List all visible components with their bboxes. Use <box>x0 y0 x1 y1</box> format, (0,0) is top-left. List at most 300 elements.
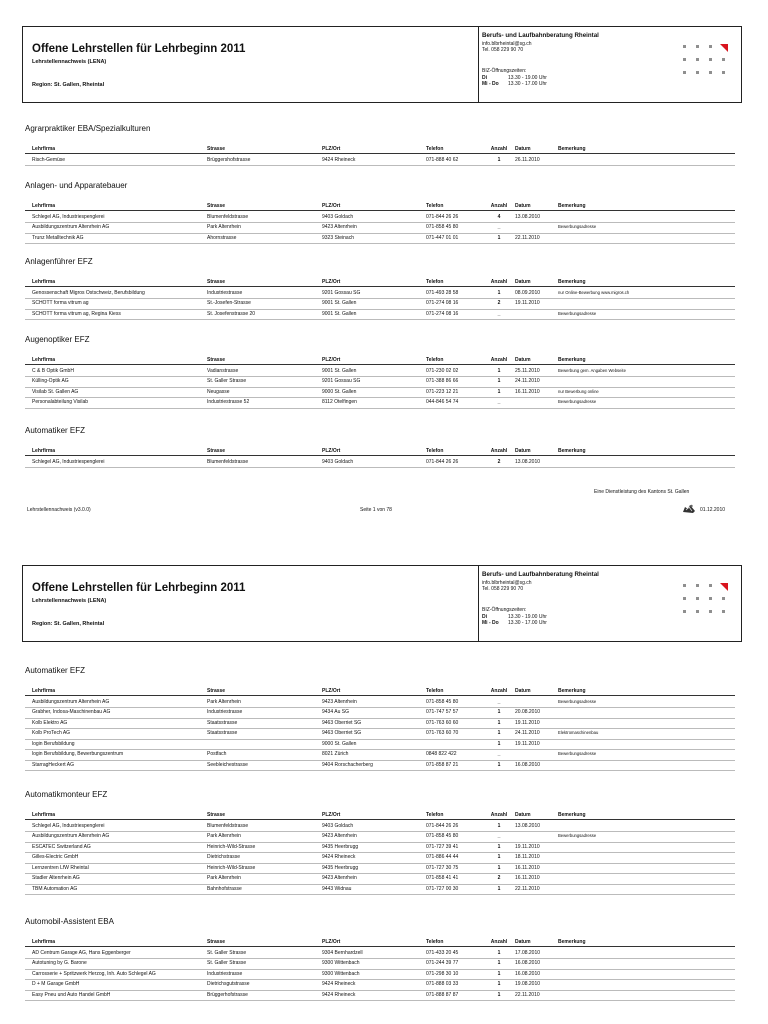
col-lehrfirma: Lehrfirma <box>32 448 56 454</box>
cell-anzahl: 4 <box>497 213 501 220</box>
cell-bemerkung: Bewerbungsadresse <box>558 224 597 229</box>
table-row <box>25 458 735 469</box>
section-title: Augenoptiker EFZ <box>25 335 90 344</box>
cell-datum: 13.08.2010 <box>515 822 541 829</box>
cell-telefon: 071-844 26 26 <box>426 822 459 829</box>
cell-strasse: St. Josefenstrasse 20 <box>207 310 256 317</box>
col-telefon: Telefon <box>426 448 444 454</box>
cell-datum: 24.11.2010 <box>515 378 540 384</box>
cell-lehrfirma: Grabher, Indosa-Maschinenbau AG <box>32 709 111 715</box>
cell-telefon: 071-763 60 60 <box>426 719 459 726</box>
cell-datum: 16.11.2010 <box>515 875 540 881</box>
page-subtitle: Lehrstellennachweis (LENA) <box>32 598 107 604</box>
canton-logo-icon <box>683 580 731 628</box>
section-title: Automatiker EFZ <box>25 666 86 675</box>
table-row <box>25 367 735 378</box>
cell-plz-ort: 9424 Rheineck <box>322 854 356 860</box>
cell-lehrfirma: Genossenschaft Migros Ostschweiz, Berufsbildung <box>32 289 145 296</box>
cell-plz-ort: 9304 Bernhardzell <box>322 949 363 956</box>
col-anzahl: Anzahl <box>490 146 508 152</box>
region-label: Region: St. Gallen, Rheintal <box>32 621 105 627</box>
col-bemerkung: Bemerkung <box>558 146 586 152</box>
table-row <box>25 949 735 960</box>
cell-datum: 26.11.2010 <box>515 156 540 163</box>
col-telefon: Telefon <box>426 688 444 694</box>
cell-plz-ort: 8021 Zürich <box>322 751 349 757</box>
cell-strasse: Dietrichstrasse <box>207 854 241 860</box>
cell-strasse: Park Altenrhein <box>207 875 241 881</box>
document-page-2 <box>0 545 768 1024</box>
cell-anzahl: 1 <box>497 740 501 747</box>
cell-lehrfirma: login Berufsbildung <box>32 740 75 747</box>
cell-bemerkung: Bewerbung gem. Angaben Webseite <box>558 367 626 373</box>
cell-lehrfirma: Schlegel AG, Industriespenglerei <box>32 458 105 465</box>
cell-strasse: Blumenfeldstrasse <box>207 822 249 829</box>
col-anzahl: Anzahl <box>490 357 508 363</box>
hours-day: Mi - Do <box>482 81 499 87</box>
footer-service-note: Eine Dienstleistung des Kantons St. Gallen <box>594 489 690 495</box>
cell-bemerkung: Bewerbungsadresse <box>558 310 597 316</box>
cell-telefon: 071-223 12 21 <box>426 388 459 395</box>
col-bemerkung: Bemerkung <box>558 812 586 818</box>
table-row <box>25 761 735 772</box>
table-row <box>25 750 735 761</box>
cell-telefon: 071-230 02 02 <box>426 367 459 374</box>
col-bemerkung: Bemerkung <box>558 203 586 209</box>
table-row <box>25 234 735 245</box>
cell-telefon: 071-858 41 41 <box>426 875 459 881</box>
cell-plz-ort: 9403 Goldach <box>322 458 354 465</box>
cell-plz-ort: 9403 Goldach <box>322 822 354 829</box>
col-telefon: Telefon <box>426 146 444 152</box>
cell-bemerkung: Bewerbungsadresse <box>558 751 597 756</box>
cell-lehrfirma: Ausbildungszentrum Altenrhein AG <box>32 224 110 230</box>
section-table <box>25 938 735 1001</box>
cell-datum: 13.08.2010 <box>515 458 541 465</box>
table-row <box>25 874 735 885</box>
cell-lehrfirma: Külling-Optik AG <box>32 378 69 384</box>
table-row <box>25 832 735 843</box>
table-header <box>25 938 735 947</box>
cell-plz-ort: 9423 Altenrhein <box>322 698 357 705</box>
col-plz-ort: PLZ/Ort <box>322 812 341 818</box>
table-header <box>25 811 735 820</box>
cell-anzahl: _ <box>497 224 501 230</box>
table-row <box>25 729 735 740</box>
header-divider <box>478 566 479 641</box>
cell-datum: 24.11.2010 <box>515 730 540 736</box>
cell-bemerkung: nur Online-Bewerbung www.migros.ch <box>558 289 630 295</box>
cell-datum: 25.11.2010 <box>515 367 540 374</box>
cell-strasse: Heinrich-Wild-Strasse <box>207 864 256 871</box>
cell-anzahl: 1 <box>497 289 501 296</box>
cell-plz-ort: 9435 Heerbrugg <box>322 843 359 850</box>
cell-plz-ort: 9201 Gossau SG <box>322 378 361 384</box>
cell-lehrfirma: Schlegel AG, Industriespenglerei <box>32 822 105 829</box>
cell-telefon: 044-846 54 74 <box>426 399 459 405</box>
cell-strasse: Neugasse <box>207 388 230 395</box>
cell-strasse: Vadianstrasse <box>207 367 239 374</box>
cell-strasse: Industriestrasse <box>207 289 243 296</box>
col-bemerkung: Bemerkung <box>558 279 586 285</box>
cell-telefon: 071-388 86 66 <box>426 378 459 384</box>
col-telefon: Telefon <box>426 279 444 285</box>
cell-plz-ort: 9300 Wittenbach <box>322 970 360 977</box>
table-row <box>25 822 735 833</box>
col-datum: Datum <box>515 279 531 285</box>
col-datum: Datum <box>515 448 531 454</box>
cell-plz-ort: 9001 St. Gallen <box>322 367 357 374</box>
cell-strasse: Industriestrasse <box>207 709 243 715</box>
cell-lehrfirma: Trunz Metalltechnik AG <box>32 234 84 241</box>
cell-anzahl: _ <box>497 310 501 317</box>
table-header <box>25 687 735 696</box>
cell-anzahl: 1 <box>497 761 501 768</box>
cell-lehrfirma: Stadler Altenrhein AG <box>32 875 80 881</box>
col-plz-ort: PLZ/Ort <box>322 146 341 152</box>
table-row <box>25 156 735 167</box>
col-telefon: Telefon <box>426 812 444 818</box>
cell-datum: 16.08.2010 <box>515 970 541 977</box>
col-strasse: Strasse <box>207 203 226 209</box>
cell-telefon: 071-493 28 58 <box>426 289 459 296</box>
page-header <box>22 26 742 103</box>
col-plz-ort: PLZ/Ort <box>322 688 341 694</box>
hours-day: Di <box>482 614 487 620</box>
table-row <box>25 223 735 234</box>
cell-datum: 16.11.2010 <box>515 864 540 871</box>
cell-anzahl: 1 <box>497 156 501 163</box>
region-label: Region: St. Gallen, Rheintal <box>32 82 105 88</box>
cell-lehrfirma: Autotuning by G. Barone <box>32 960 87 966</box>
cell-telefon: 071-433 20 45 <box>426 949 459 956</box>
table-row <box>25 698 735 709</box>
cell-lehrfirma: AD Centrum Garage AG, Hans Eggenberger <box>32 949 131 956</box>
col-lehrfirma: Lehrfirma <box>32 939 56 945</box>
cell-plz-ort: 9300 Wittenbach <box>322 960 360 966</box>
cell-strasse: Staatsstrasse <box>207 719 238 726</box>
col-anzahl: Anzahl <box>490 939 508 945</box>
cell-plz-ort: 9403 Goldach <box>322 213 354 220</box>
cell-strasse: Park Altenrhein <box>207 833 241 839</box>
header-divider <box>478 27 479 102</box>
cell-telefon: 071-888 87 87 <box>426 991 459 998</box>
col-strasse: Strasse <box>207 939 226 945</box>
cell-telefon: 071-727 00 30 <box>426 885 459 892</box>
org-email: info.blbrheintal@sg.ch <box>482 580 532 586</box>
cell-anzahl: 1 <box>497 378 501 384</box>
cell-telefon: 071-447 01 01 <box>426 234 459 241</box>
col-datum: Datum <box>515 357 531 363</box>
cell-datum: 16.08.2010 <box>515 761 541 768</box>
cell-plz-ort: 9463 Oberriet SG <box>322 719 362 726</box>
section-title: Automatikmonteur EFZ <box>25 790 108 799</box>
cell-bemerkung: Bewerbungsadresse <box>558 698 597 704</box>
cell-plz-ort: 9404 Rorschacherberg <box>322 761 373 768</box>
table-row <box>25 970 735 981</box>
col-bemerkung: Bemerkung <box>558 688 586 694</box>
cell-strasse: St. Galler Strasse <box>207 949 247 956</box>
col-datum: Datum <box>515 939 531 945</box>
section-title: Automatiker EFZ <box>25 426 86 435</box>
cell-datum: 18.11.2010 <box>515 854 540 860</box>
table-header <box>25 356 735 365</box>
cell-lehrfirma: Lernzentren LfW Rheintal <box>32 864 89 871</box>
cell-anzahl: 1 <box>497 949 501 956</box>
section-title: Anlagenführer EFZ <box>25 257 93 266</box>
cell-anzahl: 1 <box>497 709 501 715</box>
page-title: Offene Lehrstellen für Lehrbeginn 2011 <box>32 43 246 55</box>
col-lehrfirma: Lehrfirma <box>32 812 56 818</box>
table-row <box>25 980 735 991</box>
cell-strasse: Industriestrasse <box>207 970 243 977</box>
cell-datum: 08.09.2010 <box>515 289 541 296</box>
section-table <box>25 811 735 895</box>
table-header <box>25 447 735 456</box>
section-automatikmonteur <box>25 789 735 895</box>
canton-crest-icon <box>682 503 696 514</box>
cell-plz-ort: 9423 Altenrhein <box>322 875 357 881</box>
cell-plz-ort: 9435 Heerbrugg <box>322 864 359 871</box>
hours-day: Di <box>482 75 487 81</box>
table-row <box>25 719 735 730</box>
cell-strasse: Heinrich-Wild-Strasse <box>207 843 256 850</box>
cell-telefon: 071-888 40 62 <box>426 156 459 163</box>
cell-plz-ort: 9424 Rheineck <box>322 156 356 163</box>
cell-anzahl: 1 <box>497 970 501 977</box>
cell-anzahl: 1 <box>497 234 501 241</box>
cell-plz-ort: 9423 Altenrhein <box>322 833 357 839</box>
cell-plz-ort: 9424 Rheineck <box>322 981 356 987</box>
cell-anzahl: 1 <box>497 854 501 860</box>
canton-logo-icon <box>683 41 731 89</box>
col-lehrfirma: Lehrfirma <box>32 688 56 694</box>
col-bemerkung: Bemerkung <box>558 448 586 454</box>
cell-anzahl: _ <box>497 698 501 705</box>
table-row <box>25 289 735 300</box>
cell-anzahl: 1 <box>497 730 501 736</box>
table-row <box>25 398 735 409</box>
table-row <box>25 213 735 224</box>
col-bemerkung: Bemerkung <box>558 939 586 945</box>
col-datum: Datum <box>515 688 531 694</box>
cell-telefon: 071-727 39 41 <box>426 843 459 850</box>
col-strasse: Strasse <box>207 812 226 818</box>
cell-anzahl: 1 <box>497 388 501 395</box>
col-strasse: Strasse <box>207 279 226 285</box>
section-table <box>25 145 735 166</box>
biz-hours-row <box>482 620 547 626</box>
table-header <box>25 145 735 154</box>
col-anzahl: Anzahl <box>490 279 508 285</box>
cell-anzahl: 1 <box>497 843 501 850</box>
section-table <box>25 202 735 244</box>
cell-lehrfirma: C & B Optik GmbH <box>32 367 74 374</box>
cell-anzahl: 1 <box>497 719 501 726</box>
section-automobil-assistent <box>25 916 735 1001</box>
cell-datum: 16.11.2010 <box>515 388 540 395</box>
cell-datum: 19.11.2010 <box>515 843 540 850</box>
cell-bemerkung: Elektromaschinenbau <box>558 730 599 735</box>
hours-time: 13.30 - 19.00 Uhr <box>508 75 547 81</box>
cell-lehrfirma: Easy Pneu und Auto Handel GmbH <box>32 991 111 998</box>
section-title: Agrarpraktiker EBA/Spezialkulturen <box>25 124 151 133</box>
cell-anzahl: 1 <box>497 981 501 987</box>
cell-plz-ort: 9323 Steinach <box>322 234 354 241</box>
table-row <box>25 310 735 321</box>
cell-lehrfirma: Ausbildungszentrum Altenrhein AG <box>32 833 110 839</box>
footer-page-number: Seite 1 von 78 <box>360 507 392 513</box>
cell-lehrfirma: D + M Garage GmbH <box>32 981 80 987</box>
col-plz-ort: PLZ/Ort <box>322 939 341 945</box>
cell-telefon: 071-727 30 75 <box>426 864 459 871</box>
col-anzahl: Anzahl <box>490 448 508 454</box>
col-strasse: Strasse <box>207 448 226 454</box>
cell-strasse: Postfach <box>207 751 227 757</box>
col-datum: Datum <box>515 146 531 152</box>
col-strasse: Strasse <box>207 357 226 363</box>
col-telefon: Telefon <box>426 203 444 209</box>
table-header <box>25 278 735 287</box>
cell-anzahl: 1 <box>497 822 501 829</box>
cell-strasse: Industriestrasse 52 <box>207 399 250 405</box>
col-strasse: Strasse <box>207 688 226 694</box>
cell-plz-ort: 9423 Altenrhein <box>322 224 357 230</box>
cell-telefon: 071-244 39 77 <box>426 960 459 966</box>
cell-lehrfirma: Ausbildungszentrum Altenrhein AG <box>32 698 110 705</box>
cell-telefon: 071-763 60 70 <box>426 730 459 736</box>
cell-anzahl: _ <box>497 751 501 757</box>
cell-lehrfirma: Kolb ProTech AG <box>32 730 71 736</box>
col-anzahl: Anzahl <box>490 812 508 818</box>
col-strasse: Strasse <box>207 146 226 152</box>
hours-time: 13.30 - 17.00 Uhr <box>508 81 547 87</box>
col-plz-ort: PLZ/Ort <box>322 279 341 285</box>
table-row <box>25 377 735 388</box>
hours-time: 13.30 - 17.00 Uhr <box>508 620 547 626</box>
cell-anzahl: _ <box>497 833 501 839</box>
page-subtitle: Lehrstellennachweis (LENA) <box>32 59 107 65</box>
cell-strasse: Park Altenrhein <box>207 224 241 230</box>
cell-anzahl: _ <box>497 399 501 405</box>
cell-telefon: 071-844 26 26 <box>426 458 459 465</box>
section-table <box>25 356 735 409</box>
cell-strasse: Park Altenrhein <box>207 698 241 705</box>
cell-strasse: Blumenfeldstrasse <box>207 213 249 220</box>
cell-plz-ort: 9434 Au SG <box>322 709 349 715</box>
cell-plz-ort: 9001 St. Gallen <box>322 300 357 306</box>
cell-anzahl: 1 <box>497 991 501 998</box>
org-phone: Tel. 058 229 90 70 <box>482 586 524 592</box>
section-title: Automobil-Assistent EBA <box>25 917 114 926</box>
section-anlagen-apparatebauer <box>25 180 735 244</box>
cell-datum: 19.11.2010 <box>515 740 540 747</box>
org-phone: Tel. 058 229 90 70 <box>482 47 524 53</box>
cell-telefon: 071-888 03 33 <box>426 981 459 987</box>
table-row <box>25 388 735 399</box>
cell-datum: 19.08.2010 <box>515 981 541 987</box>
col-datum: Datum <box>515 812 531 818</box>
org-title: Berufs- und Laufbahnberatung Rheintal <box>482 32 599 39</box>
col-anzahl: Anzahl <box>490 203 508 209</box>
cell-lehrfirma: Personalabteilung Visilab <box>32 399 89 405</box>
cell-bemerkung: Bewerbungsadresse <box>558 399 597 404</box>
col-bemerkung: Bemerkung <box>558 357 586 363</box>
cell-lehrfirma: Risch-Gemüse <box>32 156 66 163</box>
col-anzahl: Anzahl <box>490 688 508 694</box>
col-lehrfirma: Lehrfirma <box>32 203 56 209</box>
org-title: Berufs- und Laufbahnberatung Rheintal <box>482 571 599 578</box>
cell-strasse: St. Galler Strasse <box>207 378 247 384</box>
cell-lehrfirma: Schlegel AG, Industriespenglerei <box>32 213 105 220</box>
cell-strasse: St. Galler Strasse <box>207 960 247 966</box>
cell-plz-ort: 9463 Oberriet SG <box>322 730 362 736</box>
cell-strasse: Brüggershofstrasse <box>207 156 251 163</box>
col-lehrfirma: Lehrfirma <box>32 357 56 363</box>
table-row <box>25 853 735 864</box>
cell-telefon: 071-298 30 10 <box>426 970 459 977</box>
table-row <box>25 991 735 1002</box>
cell-datum: 16.08.2010 <box>515 960 541 966</box>
cell-telefon: 071-858 45 80 <box>426 224 459 230</box>
cell-plz-ort: 9201 Gossau SG <box>322 289 361 296</box>
footer-version: Lehrstellennachweis (v3.0.0) <box>27 507 91 513</box>
cell-lehrfirma: login Berufsbildung, Bewerbungszentrum <box>32 751 124 757</box>
cell-strasse: Ahornstrasse <box>207 234 237 241</box>
cell-anzahl: 1 <box>497 367 501 374</box>
cell-datum: 22.11.2010 <box>515 234 540 241</box>
cell-datum: 22.11.2010 <box>515 885 540 892</box>
cell-plz-ort: 8112 Otelfingen <box>322 399 357 405</box>
cell-lehrfirma: Gilles-Electric GmbH <box>32 854 79 860</box>
col-plz-ort: PLZ/Ort <box>322 357 341 363</box>
cell-telefon: 071-274 08 16 <box>426 310 459 317</box>
cell-strasse: Dietrichsgutstrasse <box>207 981 250 987</box>
cell-datum: 20.08.2010 <box>515 709 541 715</box>
cell-anzahl: 1 <box>497 885 501 892</box>
cell-strasse: Seebleichestrasse <box>207 761 248 768</box>
cell-lehrfirma: Kolb Elektro AG <box>32 719 68 726</box>
cell-anzahl: 1 <box>497 960 501 966</box>
table-row <box>25 740 735 751</box>
cell-plz-ort: 9443 Widnau <box>322 885 352 892</box>
table-row <box>25 959 735 970</box>
section-agrarpraktiker <box>25 123 735 166</box>
col-datum: Datum <box>515 203 531 209</box>
table-row <box>25 885 735 896</box>
cell-plz-ort: 9000 St. Gallen <box>322 740 357 747</box>
cell-anzahl: 1 <box>497 864 501 871</box>
table-row <box>25 299 735 310</box>
cell-strasse: Blumenfeldstrasse <box>207 458 249 465</box>
cell-strasse: Brüggerhofstrasse <box>207 991 248 998</box>
cell-plz-ort: 9000 St. Gallen <box>322 388 357 395</box>
cell-lehrfirma: Visilab St. Gallen AG <box>32 388 79 395</box>
cell-lehrfirma: StarragHeckert AG <box>32 761 74 768</box>
cell-telefon: 071-858 45 80 <box>426 833 459 839</box>
cell-telefon: 071-858 45 80 <box>426 698 459 705</box>
cell-telefon: 071-858 87 21 <box>426 761 459 768</box>
col-plz-ort: PLZ/Ort <box>322 203 341 209</box>
col-lehrfirma: Lehrfirma <box>32 146 56 152</box>
cell-datum: 19.11.2010 <box>515 719 540 726</box>
biz-hours-row <box>482 81 547 87</box>
cell-lehrfirma: TBM Automation AG <box>32 885 78 892</box>
cell-strasse: St.-Josefen-Strasse <box>207 300 251 306</box>
cell-datum: 17.08.2010 <box>515 949 541 956</box>
cell-plz-ort: 9001 St. Gallen <box>322 310 357 317</box>
cell-datum: 22.11.2010 <box>515 991 540 998</box>
